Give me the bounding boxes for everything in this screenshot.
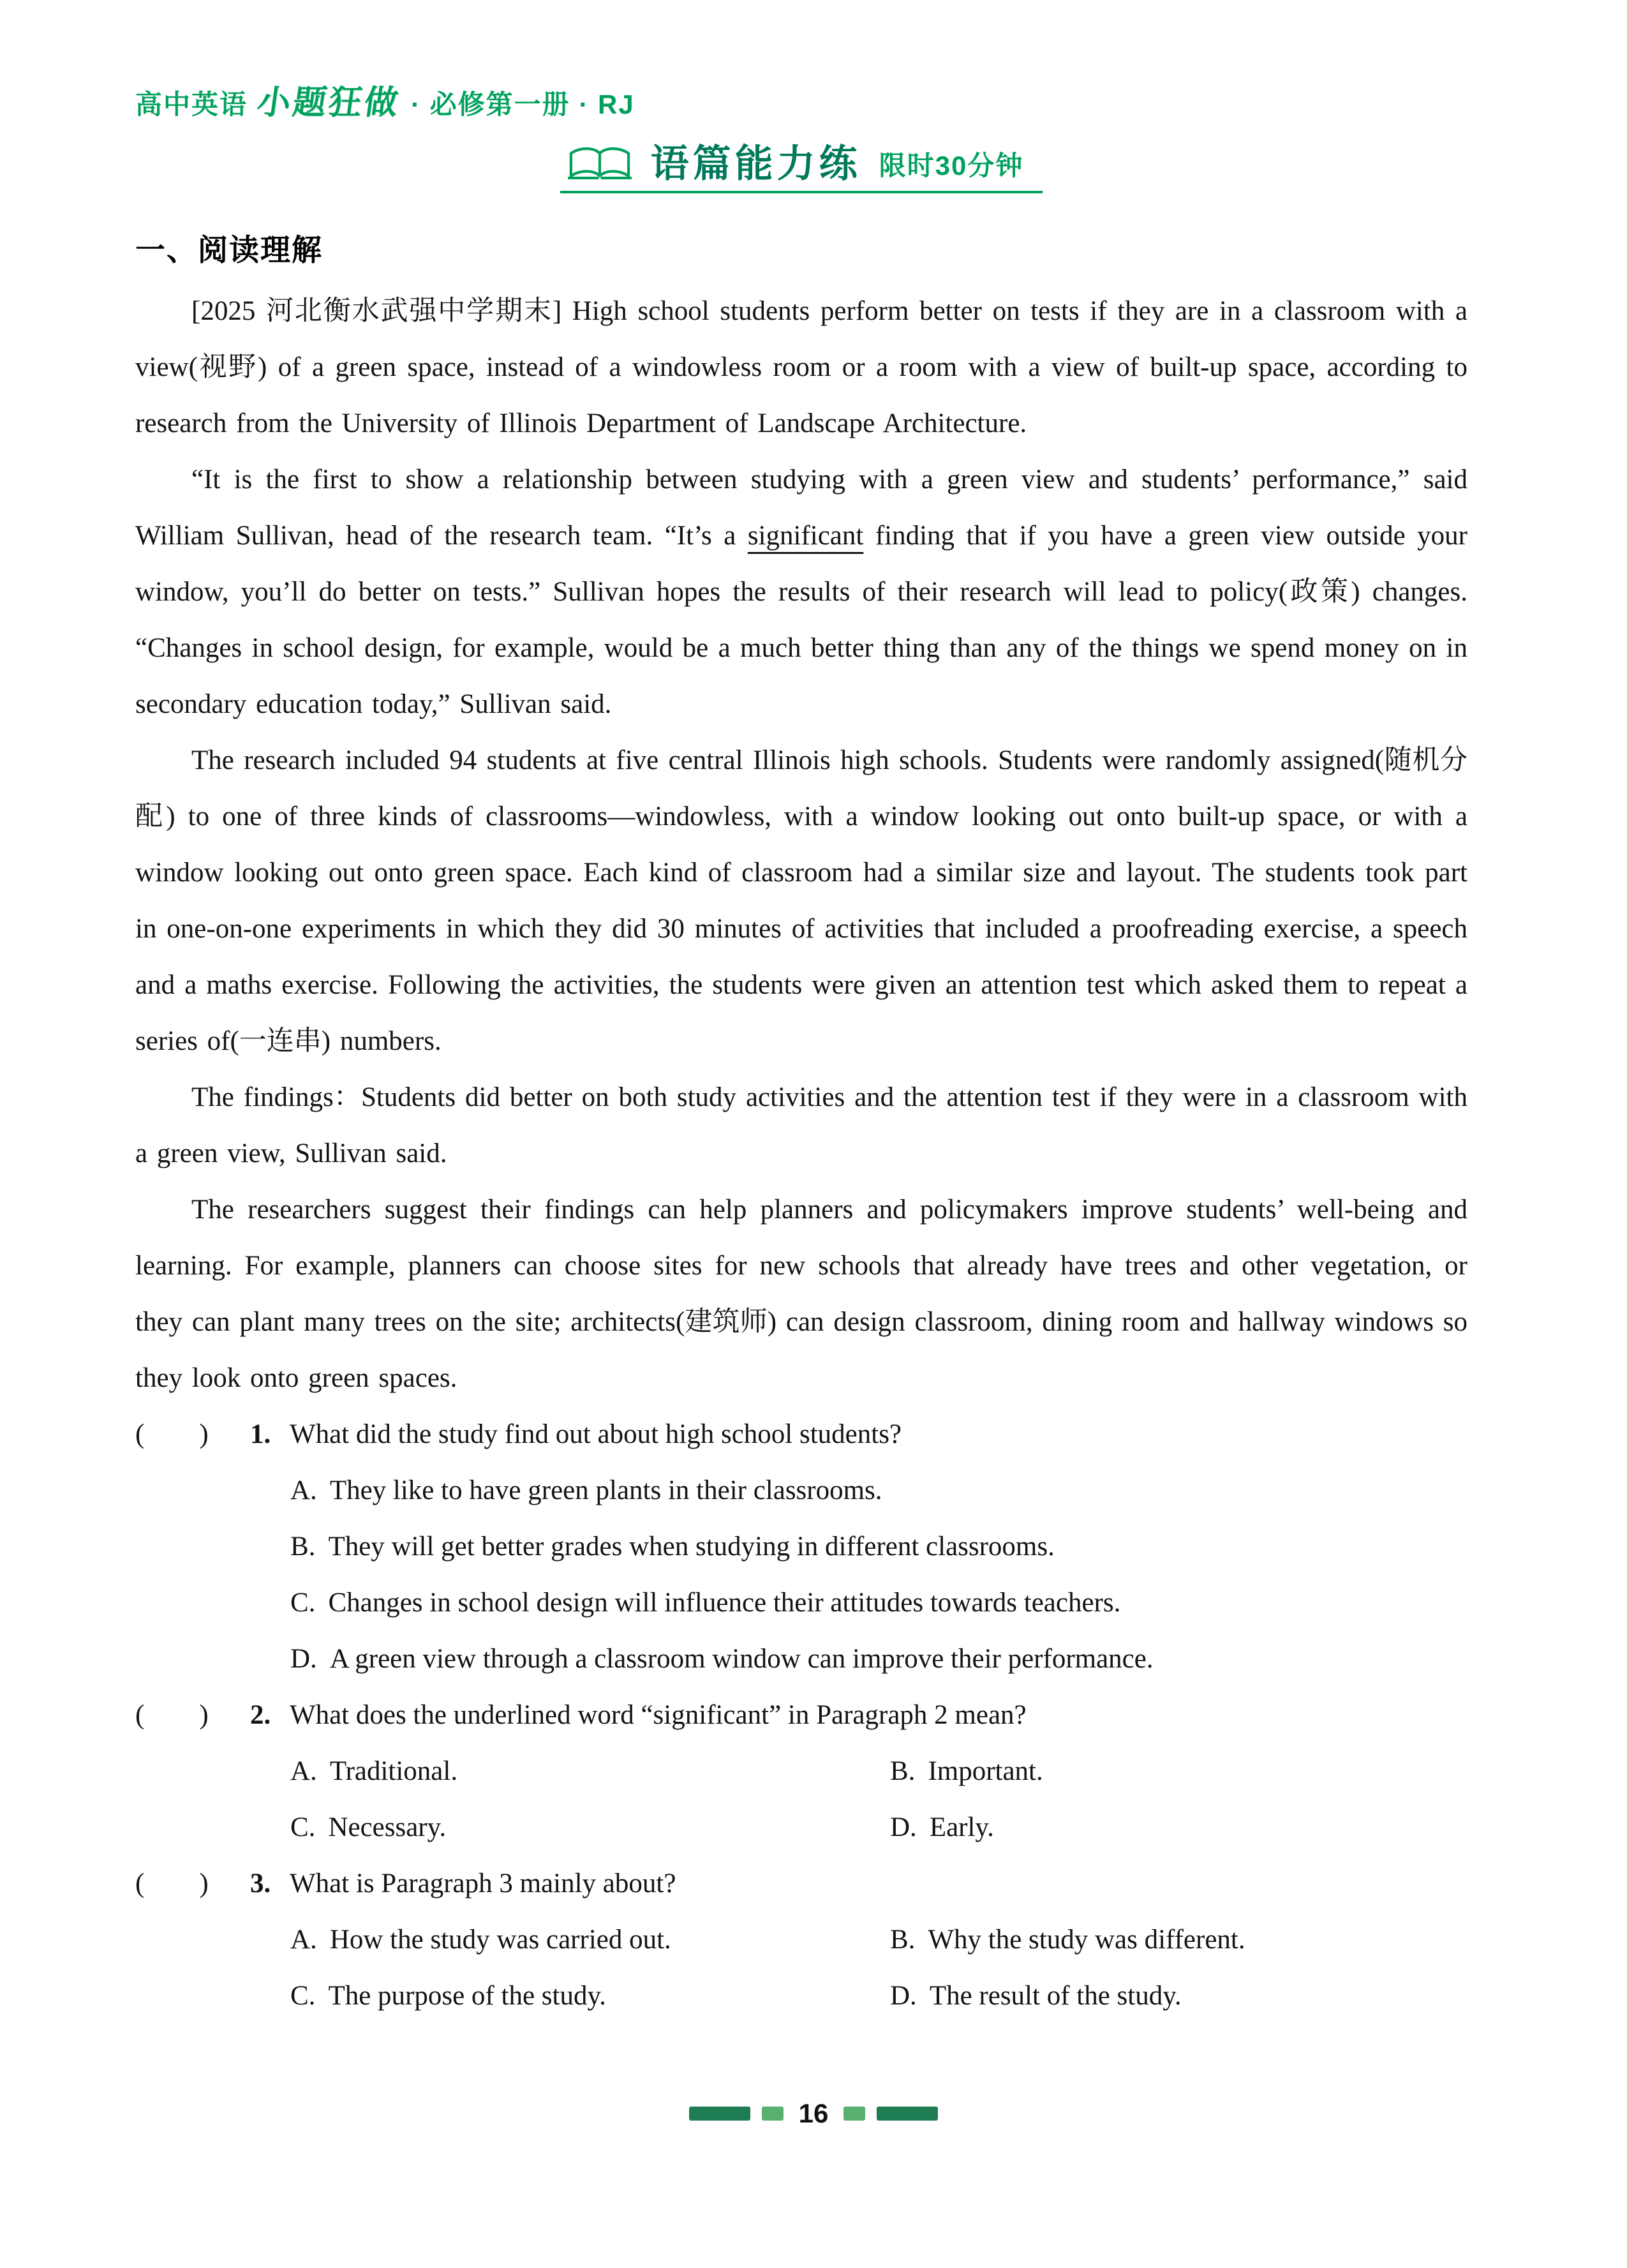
header-series: 高中英语 [135,89,248,119]
option-label: D. [290,1644,317,1674]
question-3 [135,1856,1467,2024]
footer-bar [843,2107,865,2121]
option-text: Changes in school design will influence their attitudes towards teachers. [328,1588,1121,1618]
section-title: 一、阅读理解 [135,233,323,267]
passage-paragraph-1: [2025 河北衡水武强中学期末] High school students perform better on tests if they are in a classroom with a view(视野) of a green space, instead of a windowless room or a room with a view of built-up space, according to research from the University of Illinois Department of Landscape Architecture. [135,296,1467,438]
option-row [290,1912,1467,1968]
option-row [290,1743,1467,1800]
answer-bracket[interactable]: ( ) [135,1700,209,1730]
option-text: Why the study was different. [928,1925,1245,1955]
option-D[interactable] [890,1800,994,1856]
page-header [135,75,1467,123]
option-label: A. [290,1756,317,1786]
option-label: A. [290,1925,317,1955]
reading-passage [135,283,1467,1406]
page-number: 16 [798,2098,829,2128]
answer-bracket[interactable]: ( ) [135,1419,209,1449]
question-stem-row [135,1856,1467,1912]
option-label: C. [290,1588,316,1618]
header-suffix: · 必修第一册 · RJ [411,89,635,119]
option-text: They like to have green plants in their classrooms. [329,1475,882,1505]
option-label: C. [290,1812,316,1842]
option-row [290,1968,1467,2024]
question-number: 3. [250,1869,271,1899]
option-text: The result of the study. [929,1981,1182,2011]
passage-paragraph-5: The researchers suggest their findings can help planners and policymakers improve students’ well-being and learning. For example, planners can choose sites for new schools that already have trees and other vegetation, or they can plant many trees on the site; architects(建筑师) can design classroom, dining room and hallway windows so they look onto green spaces. [135,1195,1467,1393]
option-text: Traditional. [329,1756,458,1786]
page-footer [0,2098,1627,2129]
option-row [290,1800,1467,1856]
option-D[interactable] [290,1631,1467,1687]
passage-paragraph-4: The findings：Students did better on both study activities and the attention test if they were in a classroom with a green view, Sullivan said. [135,1082,1467,1168]
option-D[interactable] [890,1968,1182,2024]
option-A[interactable] [290,1912,890,1968]
option-B[interactable] [290,1519,1467,1575]
options-list [135,1912,1467,2024]
option-text: They will get better grades when studying in different classrooms. [328,1532,1055,1562]
option-text: A green view through a classroom window can improve their performance. [329,1644,1154,1674]
option-A[interactable] [290,1743,890,1800]
question-number: 2. [250,1700,271,1730]
brand-logo: 小题狂做 [255,84,403,121]
option-text: Necessary. [328,1812,447,1842]
underlined-word: significant [747,521,864,551]
question-stem-row [135,1687,1467,1743]
passage-paragraph-2 [135,452,1467,733]
options-list [135,1463,1467,1687]
option-label: B. [290,1532,316,1562]
question-1 [135,1406,1467,1687]
paragraph-text: finding that if you have a green view outside your window, you’ll do better on tests.” Sullivan hopes the results of their research will lead to policy(政策) changes. “Changes in school design, for example, would be a much better thing than any of the things we spend money on in secondary education today,” Sullivan said. [135,521,1467,719]
option-B[interactable] [890,1743,1043,1800]
banner-inner [560,142,1043,193]
option-text: How the study was carried out. [329,1925,671,1955]
option-C[interactable] [290,1968,890,2024]
question-stem-row [135,1406,1467,1463]
option-C[interactable] [290,1800,890,1856]
question-stem: What is Paragraph 3 mainly about? [290,1869,676,1899]
footer-bar [877,2107,938,2121]
option-A[interactable] [290,1463,1467,1519]
banner-time-limit: 限时30分钟 [879,151,1024,181]
questions-section [135,1406,1467,2024]
option-label: A. [290,1475,317,1505]
question-2 [135,1687,1467,1856]
question-stem: What did the study find out about high school students? [290,1419,902,1449]
footer-bar [762,2107,784,2121]
passage-paragraph-3: The research included 94 students at five central Illinois high schools. Students were randomly assigned(随机分配) to one of three kinds of classrooms—windowless, with a window looking out onto built-up space, or with a window looking out onto green space. Each kind of classroom had a similar size and layout. The students took part in one-on-one experiments in which they did 30 minutes of activities that included a proofreading exercise, a speech and a maths exercise. Following the activities, the students were given an attention test which asked them to repeat a series of(一连串) numbers. [135,745,1467,1056]
option-label: D. [890,1981,917,2011]
option-text: Early. [929,1812,994,1842]
exercise-banner [135,142,1467,193]
answer-bracket[interactable]: ( ) [135,1869,209,1899]
option-B[interactable] [890,1912,1245,1968]
option-label: D. [890,1812,917,1842]
open-book-icon [567,146,633,183]
question-number: 1. [250,1419,271,1449]
option-C[interactable] [290,1575,1467,1631]
option-label: B. [890,1756,916,1786]
option-label: B. [890,1925,916,1955]
option-text: Important. [928,1756,1043,1786]
question-stem: What does the underlined word “significant” in Paragraph 2 mean? [290,1700,1027,1730]
banner-title: 语篇能力练 [650,142,861,185]
option-label: C. [290,1981,316,2011]
paragraph-text: “It is the first to show a relationship between studying with a green view and students’ performance,” said William Sullivan, head of the research team. “It’s a [135,465,1467,551]
footer-bar [689,2107,750,2121]
options-list [135,1743,1467,1856]
option-text: The purpose of the study. [328,1981,606,2011]
